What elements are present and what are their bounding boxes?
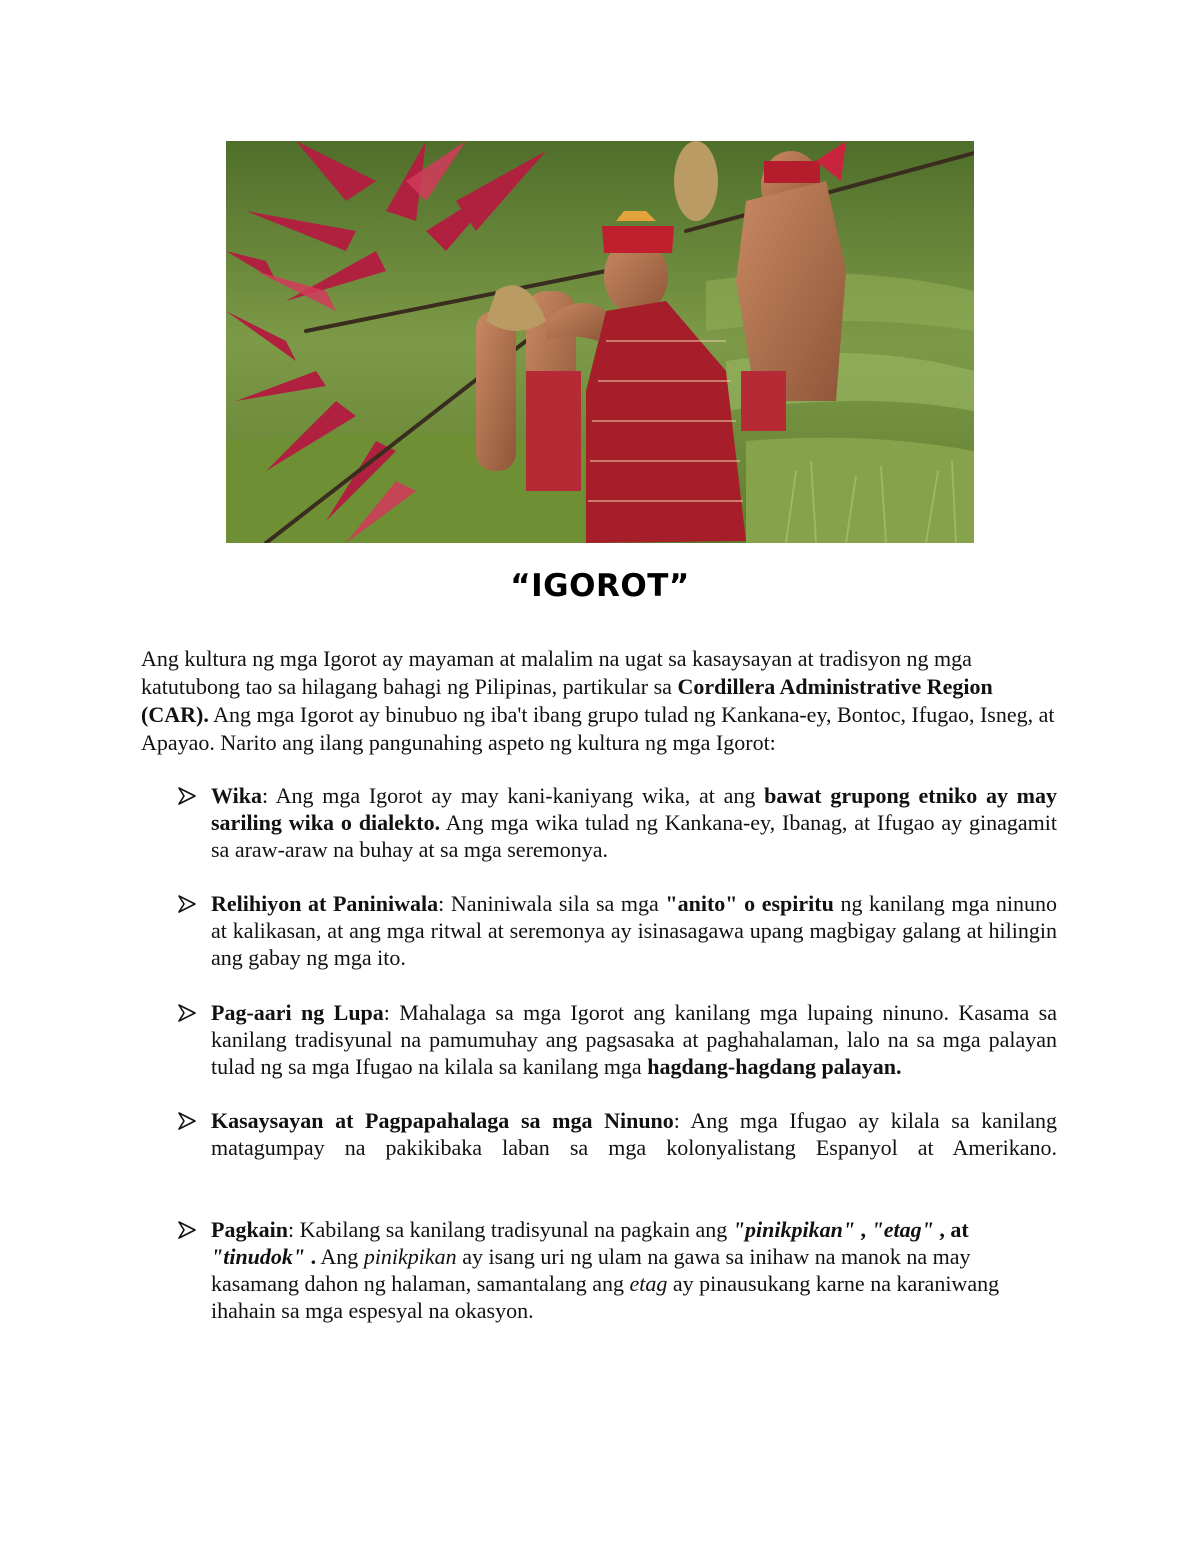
arrow-bullet-icon [177,786,197,806]
list-item-kasaysayan [141,1107,1057,1161]
term-lupa: Pag-aari ng Lupa [211,1000,384,1025]
text-kasaysayan-1: : Ang mga Ifugao ay kilala sa kanilang matagumpay na pakikibaka laban sa mga kolonyalistang Espanyol at Amerikano. [211,1108,1057,1160]
sep-2: , at [933,1217,969,1242]
igorot-photo [226,141,974,543]
page-title: “IGOROT” [510,568,690,604]
term-wika: Wika [211,783,262,808]
italic-etag: etag [629,1271,668,1296]
intro-text-2: Ang mga Igorot ay binubuo ng iba't ibang grupo tulad ng Kankana-ey, Bontoc, Ifugao, Isneg, at Apayao. Narito ang ilang pangunahing aspeto ng kultura ng mga Igorot: [141,702,1055,755]
text-pagkain-2: Ang [316,1244,364,1269]
text-wika-1: : Ang mga Igorot ay may kani-kaniyang wika, at ang [261,783,765,808]
text-lupa-1: : Mahalaga sa mga Igorot ang kanilang mga lupaing ninuno. Kasama sa kanilang tradisyunal na pamumuhay ang pagsasaka at paghahalaman, lalo na sa mga palayan tulad ng sa mga Ifugao na kilala sa kanilang mga [211,1000,1057,1079]
food-tinudok: "tinudok" [211,1244,306,1269]
text-pagkain-3: ay isang uri ng ulam na gawa sa inihaw na manok na may kasamang dahon ng halaman, samantalang ang [211,1244,971,1296]
list-item-wika [141,782,1057,863]
term-pagkain: Pagkain [211,1217,289,1242]
text-pagkain-4: ay pinausukang karne na karaniwang ihahain sa mga espesyal na okasyon. [211,1271,1000,1323]
arrow-bullet-icon [177,1220,197,1240]
bold-wika: bawat grupong etniko ay may sariling wika o dialekto. [211,783,1058,835]
bold-anito: "anito" o espiritu [665,891,834,916]
intro-paragraph [141,645,1057,757]
arrow-bullet-icon [177,1111,197,1131]
food-etag: "etag" [871,1217,934,1242]
list-item-relihiyon [141,890,1057,971]
italic-pinikpikan: pinikpikan [363,1244,457,1269]
intro-text-1: Ang kultura ng mga Igorot ay mayaman at malalim na ugat sa kasaysayan at tradisyon ng mga katutubong tao sa hilagang bahagi ng Pilipinas, partikular sa [141,646,972,699]
list-item-lupa [141,999,1057,1080]
arrow-bullet-icon [177,894,197,914]
list-item-pagkain [141,1216,1057,1324]
term-kasaysayan: Kasaysayan at Pagpapahalaga sa mga Ninuno [211,1108,674,1133]
end-bold: . [305,1244,317,1269]
intro-bold-region: Cordillera Administrative Region (CAR). [141,674,993,727]
photo-illustration [226,141,974,543]
text-wika-2: Ang mga wika tulad ng Kankana-ey, Ibanag, at Ifugao ay ginagamit sa araw-araw na buhay at sa mga seremonya. [211,810,1057,862]
food-pinikpikan: "pinikpikan" [732,1217,856,1242]
term-relihiyon: Relihiyon at Paniniwala [211,891,439,916]
arrow-bullet-icon [177,1003,197,1023]
text-relihiyon-1: : Naniniwala sila sa mga [438,891,666,916]
bold-palayan: hagdang-hagdang palayan. [647,1054,902,1079]
text-pagkain-1: : Kabilang sa kanilang tradisyunal na pagkain ang [288,1217,733,1242]
sep-1: , [855,1217,872,1242]
text-relihiyon-2: ng kanilang mga ninuno at kalikasan, at ang mga ritwal at seremonya ay isinasagawa upang magbigay galang at hilingin ang gabay ng mga ito. [211,891,1057,970]
